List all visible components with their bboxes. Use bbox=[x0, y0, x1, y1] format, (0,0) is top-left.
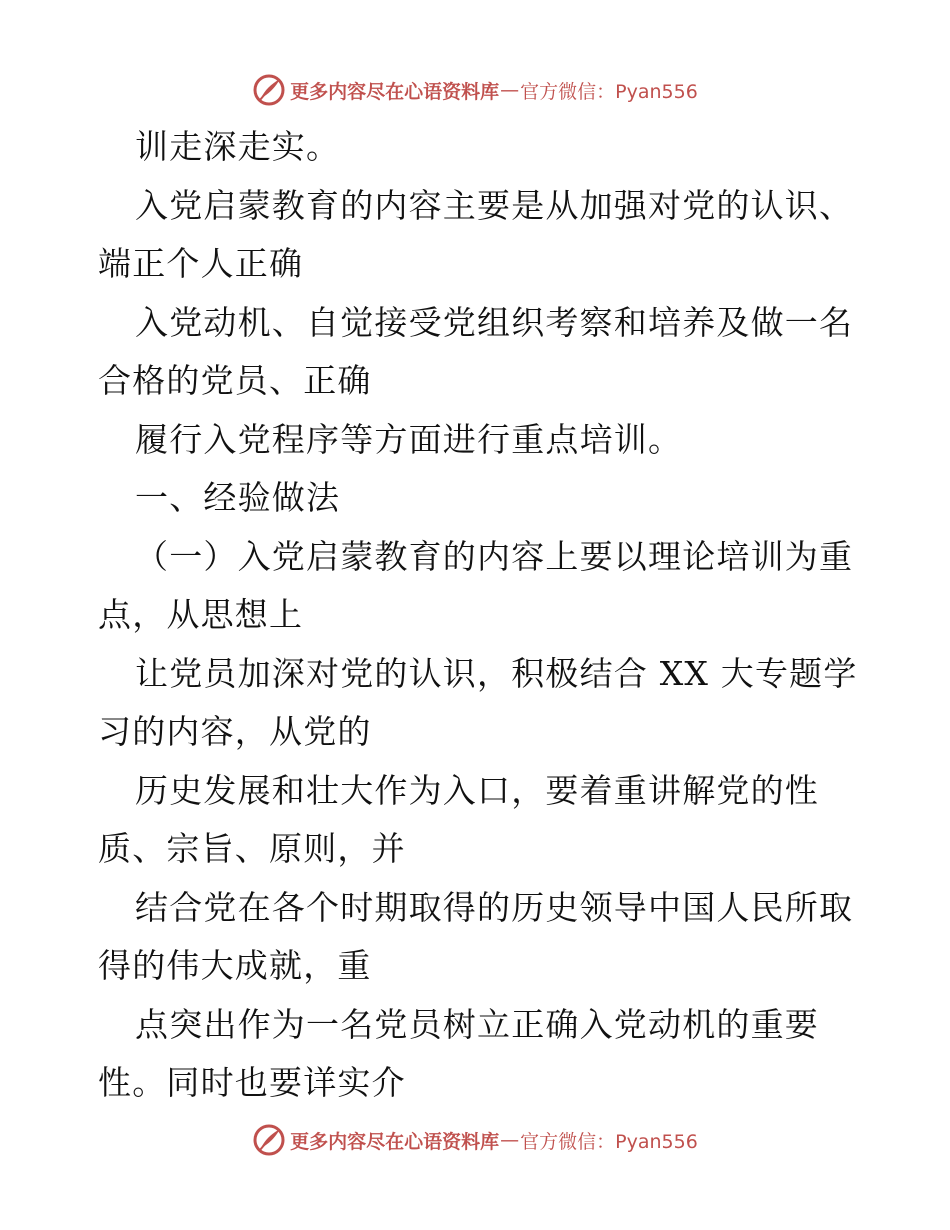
text-line: 结合党在各个时期取得的历史领导中国人民所取 bbox=[135, 887, 854, 927]
text-line: 训走深走实。 bbox=[135, 127, 341, 166]
watermark-wechat: 官方微信：Pyan556 bbox=[520, 80, 698, 103]
header-watermark bbox=[0, 70, 950, 110]
text-line: 入党动机、自觉接受党组织考察和培养及做一名 bbox=[135, 302, 854, 342]
feather-pen-circle-icon bbox=[252, 1123, 286, 1157]
text-line: 性。同时也要详实介 bbox=[98, 1063, 406, 1102]
watermark-dash: — bbox=[500, 79, 520, 101]
footer-watermark bbox=[0, 1120, 950, 1160]
text-line: 得的伟大成就，重 bbox=[98, 946, 372, 985]
text-line: 质、宗旨、原则，并 bbox=[98, 829, 406, 868]
section-heading: 一、经验做法 bbox=[135, 478, 341, 517]
text-line: 履行入党程序等方面进行重点培训。 bbox=[135, 419, 683, 459]
watermark-wechat: 官方微信：Pyan556 bbox=[520, 1130, 698, 1153]
watermark-brand: 更多内容尽在心语资料库 bbox=[290, 1130, 500, 1153]
feather-pen-circle-icon bbox=[252, 73, 286, 107]
text-line: 让党员加深对党的认识，积极结合 XX 大专题学 bbox=[135, 653, 858, 693]
watermark-dash: — bbox=[500, 1129, 520, 1151]
document-body bbox=[98, 118, 868, 1113]
text-line: 习的内容，从党的 bbox=[98, 712, 372, 751]
watermark-brand: 更多内容尽在心语资料库 bbox=[290, 80, 500, 103]
text-line: 入党启蒙教育的内容主要是从加强对党的认识、 bbox=[135, 185, 854, 225]
text-line: 历史发展和壮大作为入口，要着重讲解党的性 bbox=[135, 770, 819, 810]
subsection-heading: （一）入党启蒙教育的内容上要以理论培训为重 bbox=[135, 536, 854, 576]
text-line: 点突出作为一名党员树立正确入党动机的重要 bbox=[135, 1004, 819, 1044]
text-line: 端正个人正确 bbox=[98, 244, 304, 283]
text-line: 合格的党员、正确 bbox=[98, 361, 372, 400]
text-line: 点，从思想上 bbox=[98, 595, 304, 634]
